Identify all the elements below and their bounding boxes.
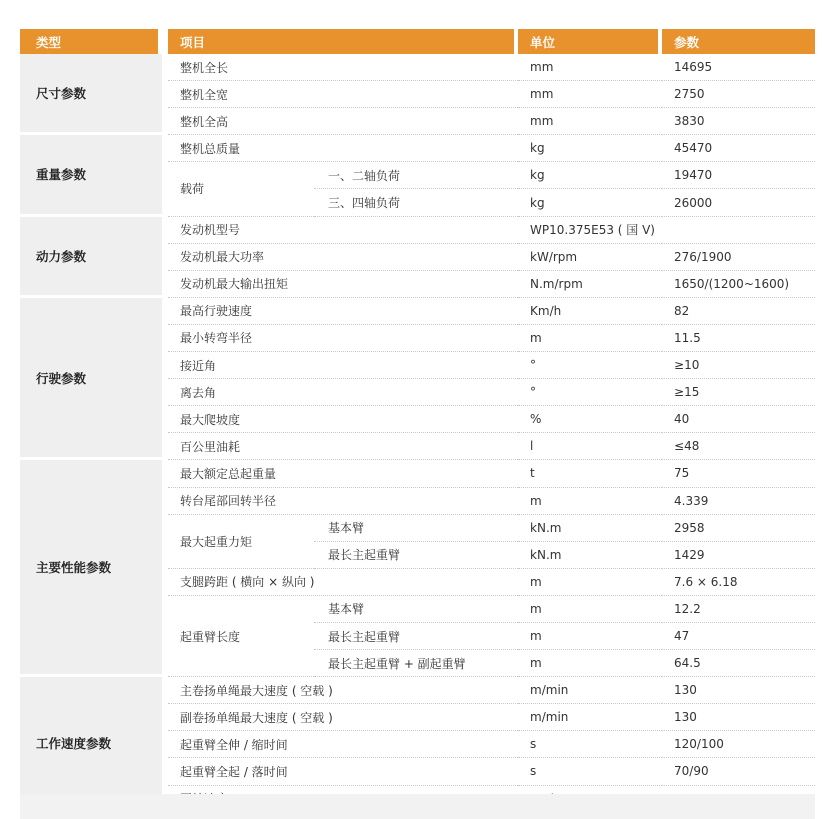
item-cell: 百公里油耗 [168, 433, 518, 460]
item-cell: 支腿跨距 ( 横向 × 纵向 ) [168, 569, 518, 596]
table-row [20, 54, 815, 81]
unit-cell: m [518, 325, 662, 352]
table-row [20, 217, 815, 244]
table-row [20, 298, 815, 325]
unit-cell: kg [518, 135, 662, 162]
item-cell: 最大爬坡度 [168, 406, 518, 433]
value-cell: 3830 [662, 108, 815, 135]
unit-cell: kN.m [518, 515, 662, 542]
value-cell: 14695 [662, 54, 815, 81]
value-cell: 40 [662, 406, 815, 433]
value-cell: 1429 [662, 542, 815, 569]
item-cell: 接近角 [168, 352, 518, 379]
item-cell: 最高行驶速度 [168, 298, 518, 325]
unit-cell: kg [518, 189, 662, 216]
value-cell: 276/1900 [662, 244, 815, 271]
unit-cell: m/min [518, 677, 662, 704]
item-cell: 离去角 [168, 379, 518, 406]
value-cell: 2958 [662, 515, 815, 542]
item-cell: 最小转弯半径 [168, 325, 518, 352]
unit-cell: N.m/rpm [518, 271, 662, 298]
unit-cell: mm [518, 108, 662, 135]
table-row [20, 460, 815, 487]
category-cell: 主要性能参数 [20, 460, 162, 677]
item-cell: 整机全长 [168, 54, 518, 81]
value-cell: 82 [662, 298, 815, 325]
unit-cell: WP10.375E53 ( 国 V) [518, 217, 662, 244]
item-cell: 载荷 [168, 162, 314, 216]
sub-item-cell: 一、二轴负荷 [314, 162, 518, 189]
value-cell: 2750 [662, 81, 815, 108]
value-cell: 47 [662, 623, 815, 650]
value-cell: 45470 [662, 135, 815, 162]
sub-item-cell: 最长主起重臂 [314, 623, 518, 650]
unit-cell: t [518, 460, 662, 487]
unit-cell: s [518, 758, 662, 785]
unit-cell: m/min [518, 704, 662, 731]
item-cell: 发动机最大输出扭矩 [168, 271, 518, 298]
bottom-band [20, 794, 815, 819]
item-cell: 转台尾部回转半径 [168, 488, 518, 515]
unit-cell: mm [518, 54, 662, 81]
value-cell: 19470 [662, 162, 815, 189]
category-cell: 重量参数 [20, 135, 162, 216]
sub-item-cell: 最长主起重臂 [314, 542, 518, 569]
value-cell: 64.5 [662, 650, 815, 677]
unit-cell: kW/rpm [518, 244, 662, 271]
value-cell: 12.2 [662, 596, 815, 623]
value-cell: ≥15 [662, 379, 815, 406]
category-cell: 行驶参数 [20, 298, 162, 461]
item-cell: 副卷扬单绳最大速度 ( 空载 ) [168, 704, 518, 731]
sub-item-cell: 基本臂 [314, 596, 518, 623]
value-cell: 70/90 [662, 758, 815, 785]
item-cell: 发动机型号 [168, 217, 518, 244]
value-cell: 11.5 [662, 325, 815, 352]
sub-item-cell: 基本臂 [314, 515, 518, 542]
unit-cell: ° [518, 352, 662, 379]
item-cell: 发动机最大功率 [168, 244, 518, 271]
unit-cell: s [518, 731, 662, 758]
table-row [20, 677, 815, 704]
unit-cell: % [518, 406, 662, 433]
item-cell: 最大起重力矩 [168, 515, 314, 569]
unit-cell: Km/h [518, 298, 662, 325]
header-value: 参数 [662, 29, 815, 54]
item-cell: 起重臂长度 [168, 596, 314, 677]
header-item: 项目 [168, 29, 518, 54]
item-cell: 起重臂全起 / 落时间 [168, 758, 518, 785]
value-cell: 7.6 × 6.18 [662, 569, 815, 596]
item-cell: 整机全宽 [168, 81, 518, 108]
header-unit: 单位 [518, 29, 662, 54]
item-cell: 整机总质量 [168, 135, 518, 162]
value-cell: 130 [662, 677, 815, 704]
value-cell: 26000 [662, 189, 815, 216]
value-cell: 130 [662, 704, 815, 731]
unit-cell: m [518, 650, 662, 677]
value-cell: 120/100 [662, 731, 815, 758]
item-cell: 整机全高 [168, 108, 518, 135]
unit-cell: mm [518, 81, 662, 108]
spec-table [20, 29, 815, 813]
header-row [20, 29, 815, 54]
table-row [20, 135, 815, 162]
category-cell: 工作速度参数 [20, 677, 162, 812]
value-cell: 1650/(1200~1600) [662, 271, 815, 298]
sub-item-cell: 最长主起重臂 + 副起重臂 [314, 650, 518, 677]
item-cell: 起重臂全伸 / 缩时间 [168, 731, 518, 758]
unit-cell: kN.m [518, 542, 662, 569]
unit-cell: kg [518, 162, 662, 189]
category-cell: 尺寸参数 [20, 54, 162, 135]
unit-cell: m [518, 596, 662, 623]
unit-cell: m [518, 569, 662, 596]
category-cell: 动力参数 [20, 217, 162, 298]
unit-cell: m [518, 488, 662, 515]
value-cell [662, 217, 815, 244]
unit-cell: ° [518, 379, 662, 406]
header-type: 类型 [20, 29, 162, 54]
value-cell: ≤48 [662, 433, 815, 460]
sub-item-cell: 三、四轴负荷 [314, 189, 518, 216]
item-cell: 主卷扬单绳最大速度 ( 空载 ) [168, 677, 518, 704]
unit-cell: l [518, 433, 662, 460]
value-cell: 4.339 [662, 488, 815, 515]
value-cell: 75 [662, 460, 815, 487]
value-cell: ≥10 [662, 352, 815, 379]
item-cell: 最大额定总起重量 [168, 460, 518, 487]
unit-cell: m [518, 623, 662, 650]
